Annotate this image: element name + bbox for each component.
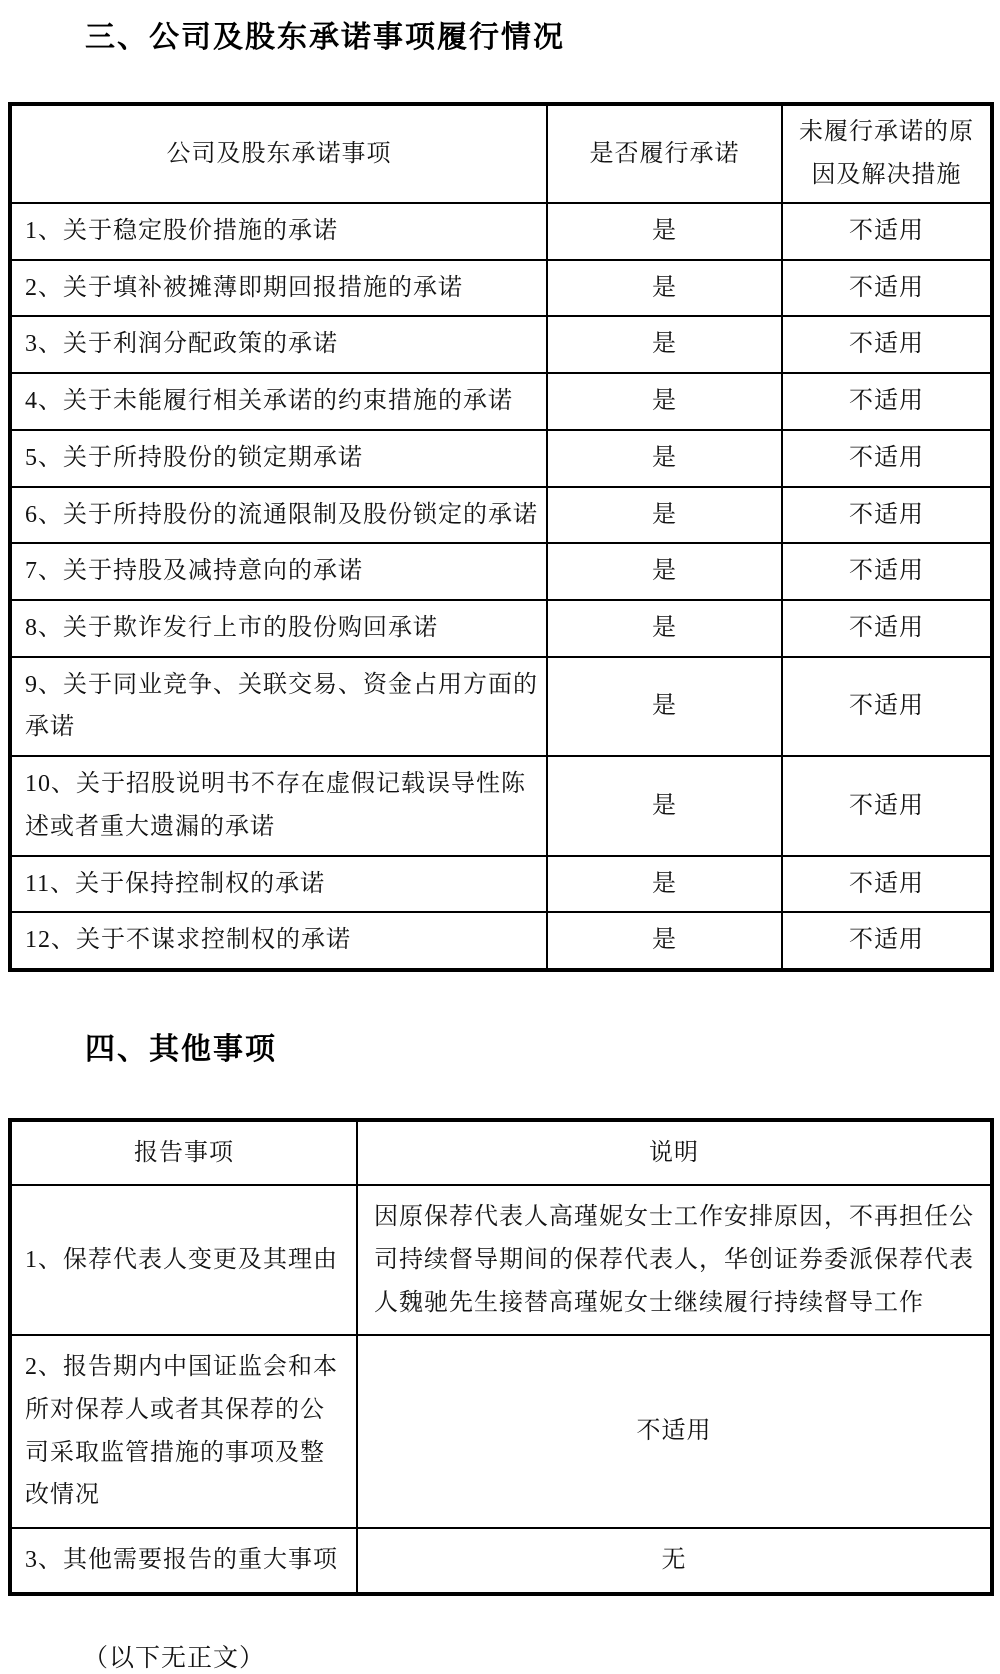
header-row	[10, 104, 992, 203]
commitment-fulfilled: 是	[547, 316, 782, 373]
commitment-row	[10, 373, 992, 430]
commitment-fulfilled: 是	[547, 912, 782, 970]
other-matters-table-header	[10, 1120, 992, 1185]
commitment-item: 11、关于保持控制权的承诺	[10, 856, 547, 913]
commitment-fulfilled: 是	[547, 203, 782, 260]
commitment-fulfilled: 是	[547, 430, 782, 487]
report-row	[10, 1185, 992, 1335]
commitment-item: 9、关于同业竞争、关联交易、资金占用方面的承诺	[10, 657, 547, 756]
commitment-row	[10, 203, 992, 260]
commitment-reason: 不适用	[782, 373, 992, 430]
commitment-reason: 不适用	[782, 260, 992, 317]
commitment-reason: 不适用	[782, 487, 992, 544]
commitment-row	[10, 912, 992, 970]
commitments-table-body	[10, 203, 992, 970]
commitment-reason: 不适用	[782, 657, 992, 756]
commitment-row	[10, 756, 992, 855]
commitment-item: 1、关于稳定股价措施的承诺	[10, 203, 547, 260]
commitment-reason: 不适用	[782, 543, 992, 600]
commitment-row	[10, 856, 992, 913]
commitment-item: 5、关于所持股份的锁定期承诺	[10, 430, 547, 487]
commitment-row	[10, 543, 992, 600]
commitment-row	[10, 260, 992, 317]
commitments-table	[8, 102, 994, 972]
commitment-row	[10, 600, 992, 657]
header-reason: 未履行承诺的原因及解决措施	[782, 104, 992, 203]
commitment-fulfilled: 是	[547, 600, 782, 657]
commitment-fulfilled: 是	[547, 260, 782, 317]
commitment-row	[10, 487, 992, 544]
commitment-item: 6、关于所持股份的流通限制及股份锁定的承诺	[10, 487, 547, 544]
commitment-item: 12、关于不谋求控制权的承诺	[10, 912, 547, 970]
header-fulfilled: 是否履行承诺	[547, 104, 782, 203]
commitment-item: 7、关于持股及减持意向的承诺	[10, 543, 547, 600]
header-commitment-item: 公司及股东承诺事项	[10, 104, 547, 203]
commitment-item: 3、关于利润分配政策的承诺	[10, 316, 547, 373]
commitment-reason: 不适用	[782, 856, 992, 913]
other-matters-table-body	[10, 1185, 992, 1594]
commitment-fulfilled: 是	[547, 756, 782, 855]
commitment-reason: 不适用	[782, 600, 992, 657]
commitment-row	[10, 316, 992, 373]
commitment-fulfilled: 是	[547, 373, 782, 430]
commitment-item: 4、关于未能履行相关承诺的约束措施的承诺	[10, 373, 547, 430]
commitment-reason: 不适用	[782, 203, 992, 260]
commitment-reason: 不适用	[782, 912, 992, 970]
report-item: 1、保荐代表人变更及其理由	[10, 1185, 357, 1335]
commitment-fulfilled: 是	[547, 856, 782, 913]
commitment-fulfilled: 是	[547, 657, 782, 756]
header-note: 说明	[357, 1120, 992, 1185]
commitment-row	[10, 430, 992, 487]
report-note: 不适用	[357, 1335, 992, 1528]
commitment-item: 2、关于填补被摊薄即期回报措施的承诺	[10, 260, 547, 317]
commitment-fulfilled: 是	[547, 543, 782, 600]
report-item: 3、其他需要报告的重大事项	[10, 1528, 357, 1594]
commitments-table-header	[10, 104, 992, 203]
commitment-reason: 不适用	[782, 430, 992, 487]
footer-note: （以下无正文）	[83, 1644, 266, 1672]
commitment-fulfilled: 是	[547, 487, 782, 544]
report-note: 无	[357, 1528, 992, 1594]
report-item: 2、报告期内中国证监会和本所对保荐人或者其保荐的公司采取监管措施的事项及整改情况	[10, 1335, 357, 1528]
section3-heading: 三、公司及股东承诺事项履行情况	[85, 21, 565, 54]
header-row	[10, 1120, 992, 1185]
report-note: 因原保荐代表人高瑾妮女士工作安排原因，不再担任公司持续督导期间的保荐代表人，华创证券委派保荐代表人魏驰先生接替高瑾妮女士继续履行持续督导工作	[357, 1185, 992, 1335]
header-report-item: 报告事项	[10, 1120, 357, 1185]
other-matters-table	[8, 1118, 994, 1596]
report-row	[10, 1528, 992, 1594]
commitment-item: 8、关于欺诈发行上市的股份购回承诺	[10, 600, 547, 657]
commitment-item: 10、关于招股说明书不存在虚假记载误导性陈述或者重大遗漏的承诺	[10, 756, 547, 855]
report-row	[10, 1335, 992, 1528]
commitment-reason: 不适用	[782, 756, 992, 855]
commitment-row	[10, 657, 992, 756]
commitment-reason: 不适用	[782, 316, 992, 373]
section4-heading: 四、其他事项	[85, 1033, 277, 1067]
